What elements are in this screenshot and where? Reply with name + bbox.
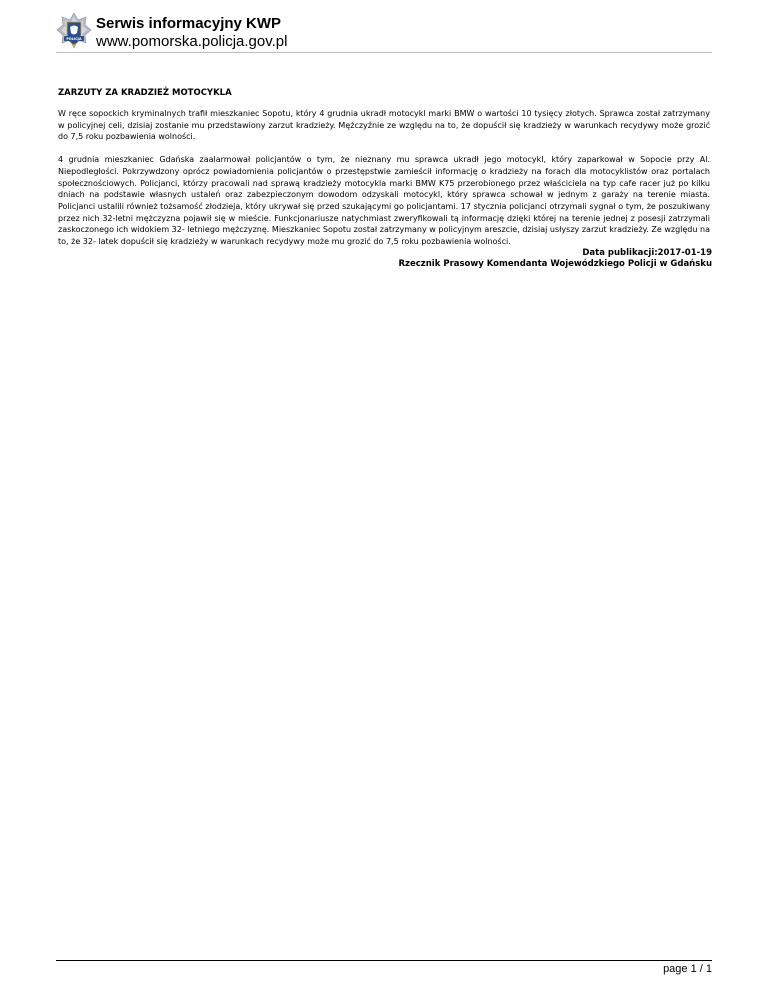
- article-body: [58, 88, 710, 259]
- article-paragraph: 4 grudnia mieszkaniec Gdańska zaalarmował policjantów o tym, że nieznany mu sprawca ukradł jego motocykl, który zaparkował w Sopocie przy Al. Niepodległości. Pokrzywdzony oprócz powiadomienia policjantów o przestępstwie zamieścił informację o kradzieży na forach dla motocyklistów oraz portalach społecznościowych. Policjanci, którzy pracowali nad sprawą kradzieży motocykla marki BMW K75 przerobionego przez właściciela na typ cafe racer już po kilku dniach na podstawie własnych ustaleń oraz zabezpieczonym dowodom odzyskali motocykl, który sprawca schował w jednym z garaży na terenie miasta. Policjanci ustalili również tożsamość złodzieja, który ukrywał się przed szukającymi go policjantami. 17 stycznia policjanci otrzymali sygnał o tym, że poszukiwany przez nich 32-letni mężczyzna pojawił się w mieście. Funkcjonariusze natychmiast zweryfikowali tą informację dzięki której na terenie jednej z posesji zatrzymali zaskoczonego ich widokiem 32- letniego mężczyznę. Mieszkaniec Sopotu został zatrzymany w policyjnym areszcie, dzisiaj usłyszy zarzut kradzieży. Ze względu na to, że 32- latek dopuścił się kradzieży w warunkach recydywy może mu grozić do 7,5 roku pozbawienia wolności.: [58, 155, 710, 247]
- site-title: Serwis informacyjny KWP: [96, 15, 282, 32]
- police-star-logo-icon: [56, 12, 92, 52]
- site-url[interactable]: www.pomorska.policja.gov.pl: [96, 33, 288, 50]
- article-title: ZARZUTY ZA KRADZIEŻ MOTOCYKLA: [58, 88, 232, 98]
- article-paragraph: W ręce sopockich kryminalnych trafił mieszkaniec Sopotu, który 4 grudnia ukradł motocykl marki BMW o wartości 10 tysięcy złotych. Sprawca został zatrzymany w policyjnej celi, dzisiaj zostanie mu przedstawiony zarzut kradzieży. Mężczyźnie ze względu na to, że dopuścił się kradzieży w warunkach recydywy może grozić do 7,5 roku pozbawienia wolności.: [58, 109, 710, 142]
- header-divider: [56, 52, 712, 53]
- page-header: [56, 12, 716, 52]
- author-line: Rzecznik Prasowy Komendanta Wojewódzkiego Policji w Gdańsku: [398, 259, 712, 269]
- publication-date: Data publikacji:2017-01-19: [582, 248, 712, 258]
- article-meta: [399, 248, 712, 270]
- logo-text: POLICJA: [66, 36, 82, 41]
- page-number: page 1 / 1: [663, 963, 712, 975]
- footer-divider: [56, 960, 712, 961]
